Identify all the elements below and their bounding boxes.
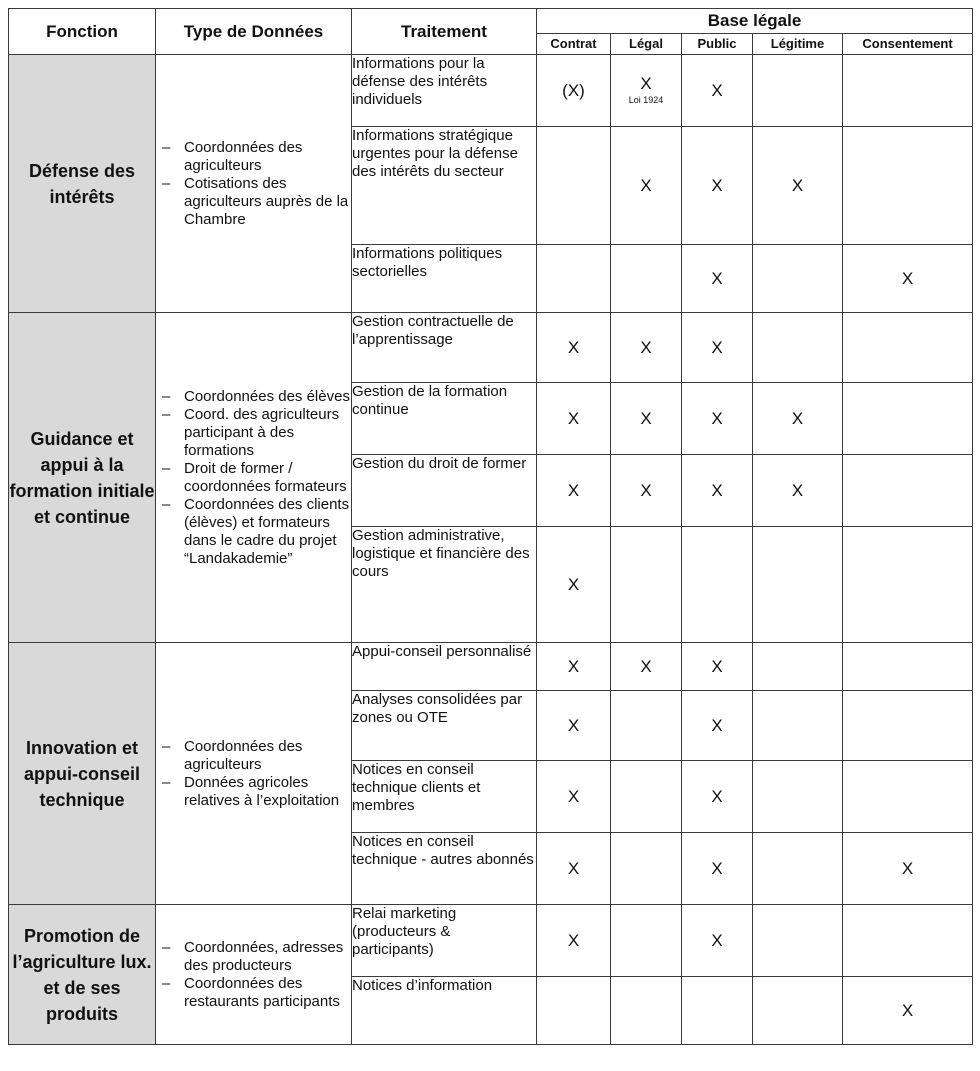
legal-cell <box>611 383 682 455</box>
legitime-cell <box>753 313 843 383</box>
header-fonction: Fonction <box>9 9 156 55</box>
legal-cell <box>611 245 682 313</box>
treatment-cell: Notices en conseil technique - autres abonnés <box>352 833 537 905</box>
consentement-cell <box>843 313 973 383</box>
function-cell: Innovation et appui-conseil technique <box>9 643 156 905</box>
contrat-cell <box>537 691 611 761</box>
header-traitement: Traitement <box>352 9 537 55</box>
legal-cell <box>611 527 682 643</box>
legitime-cell <box>753 127 843 245</box>
treatment-cell: Relai marketing (producteurs & participants) <box>352 905 537 977</box>
consentement-cell <box>843 643 973 691</box>
contrat-cell <box>537 127 611 245</box>
consentement-mark: X <box>901 1000 914 1020</box>
data-type-item: – Coordonnées des élèves <box>156 388 351 406</box>
contrat-mark: X <box>567 574 580 594</box>
consentement-cell <box>843 905 973 977</box>
legitime-cell <box>753 527 843 643</box>
legitime-cell <box>753 245 843 313</box>
table-row <box>9 905 973 977</box>
data-type-item: – Données agricoles relatives à l’exploitation <box>156 774 351 810</box>
consentement-cell <box>843 833 973 905</box>
data-type-item: – Coordonnées des agriculteurs <box>156 139 351 175</box>
legal-cell <box>611 691 682 761</box>
contrat-cell <box>537 527 611 643</box>
table-row <box>9 643 973 691</box>
treatment-cell: Informations stratégique urgentes pour la défense des intérêts du secteur <box>352 127 537 245</box>
legitime-mark: X <box>791 480 804 500</box>
legitime-cell <box>753 905 843 977</box>
data-types-cell <box>156 55 352 313</box>
public-mark: X <box>711 268 723 288</box>
legal-mark: X <box>640 408 652 428</box>
treatment-cell: Gestion contractuelle de l’apprentissage <box>352 313 537 383</box>
contrat-mark: X <box>567 786 580 806</box>
contrat-cell <box>537 905 611 977</box>
legal-cell <box>611 127 682 245</box>
public-cell <box>682 455 753 527</box>
contrat-cell <box>537 245 611 313</box>
public-cell <box>682 383 753 455</box>
treatment-cell: Gestion administrative, logistique et financière des cours <box>352 527 537 643</box>
public-cell <box>682 55 753 127</box>
consentement-cell <box>843 383 973 455</box>
contrat-mark: X <box>567 715 580 735</box>
legal-basis-table <box>8 8 973 1045</box>
public-cell <box>682 313 753 383</box>
legal-cell <box>611 905 682 977</box>
data-type-item: – Coordonnées des restaurants participants <box>156 975 351 1011</box>
consentement-mark: X <box>901 268 914 288</box>
public-cell <box>682 127 753 245</box>
treatment-cell: Notices d’information <box>352 977 537 1045</box>
treatment-cell: Notices en conseil technique clients et membres <box>352 761 537 833</box>
treatment-cell: Appui-conseil personnalisé <box>352 643 537 691</box>
contrat-cell <box>537 977 611 1045</box>
contrat-cell <box>537 761 611 833</box>
table-row <box>9 313 973 383</box>
contrat-cell <box>537 383 611 455</box>
data-type-item: – Coordonnées des clients (élèves) et formateurs dans le cadre du projet “Landakademie” <box>156 496 351 568</box>
public-mark: X <box>711 480 723 500</box>
consentement-cell <box>843 55 973 127</box>
contrat-mark: X <box>567 858 580 878</box>
legitime-mark: X <box>791 175 804 195</box>
contrat-cell <box>537 55 611 127</box>
legal-mark: X <box>640 74 652 93</box>
table-body <box>9 55 973 1045</box>
contrat-mark: (X) <box>562 80 585 100</box>
legal-mark: X <box>640 480 652 500</box>
public-mark: X <box>711 656 723 676</box>
consentement-cell <box>843 977 973 1045</box>
treatment-cell: Informations politiques sectorielles <box>352 245 537 313</box>
legitime-cell <box>753 55 843 127</box>
contrat-mark: X <box>567 408 580 428</box>
contrat-mark: X <box>567 656 580 676</box>
legal-mark: X <box>640 656 652 676</box>
contrat-cell <box>537 455 611 527</box>
legal-cell <box>611 833 682 905</box>
treatment-cell: Gestion du droit de former <box>352 455 537 527</box>
data-type-item: – Coordonnées des agriculteurs <box>156 738 351 774</box>
consentement-mark: X <box>901 858 914 878</box>
header-base-legale: Base légale <box>537 9 973 34</box>
legal-mark: X <box>640 337 652 357</box>
legitime-cell <box>753 761 843 833</box>
contrat-mark: X <box>567 930 580 950</box>
public-mark: X <box>711 80 723 100</box>
contrat-mark: X <box>567 480 580 500</box>
data-types-cell <box>156 313 352 643</box>
consentement-cell <box>843 761 973 833</box>
header-legal: Légal <box>611 34 682 55</box>
public-mark: X <box>711 715 723 735</box>
consentement-cell <box>843 245 973 313</box>
public-mark: X <box>711 408 723 428</box>
table-row <box>9 55 973 127</box>
data-types-cell <box>156 905 352 1045</box>
data-types-list <box>156 139 351 229</box>
function-cell: Défense des intérêts <box>9 55 156 313</box>
treatment-cell: Informations pour la défense des intérêts individuels <box>352 55 537 127</box>
contrat-mark: X <box>567 337 580 357</box>
public-mark: X <box>711 175 723 195</box>
public-mark: X <box>711 786 723 806</box>
public-cell <box>682 905 753 977</box>
data-types-list <box>156 939 351 1011</box>
legitime-cell <box>753 455 843 527</box>
function-cell: Promotion de l’agriculture lux. et de ses produits <box>9 905 156 1045</box>
legitime-cell <box>753 691 843 761</box>
public-mark: X <box>711 337 723 357</box>
public-cell <box>682 527 753 643</box>
contrat-cell <box>537 643 611 691</box>
legitime-mark: X <box>791 408 804 428</box>
legal-cell <box>611 313 682 383</box>
header-legitime: Légitime <box>753 34 843 55</box>
legal-note: Loi 1924 <box>628 95 664 105</box>
contrat-cell <box>537 313 611 383</box>
data-types-list <box>156 388 351 568</box>
header-public: Public <box>682 34 753 55</box>
data-type-item: – Coord. des agriculteurs participant à des formations <box>156 406 351 460</box>
legitime-cell <box>753 643 843 691</box>
treatment-cell: Gestion de la formation continue <box>352 383 537 455</box>
consentement-cell <box>843 127 973 245</box>
data-types-cell <box>156 643 352 905</box>
public-cell <box>682 761 753 833</box>
public-cell <box>682 245 753 313</box>
legal-mark: X <box>640 175 652 195</box>
public-mark: X <box>711 930 723 950</box>
data-type-item: – Coordonnées, adresses des producteurs <box>156 939 351 975</box>
function-cell: Guidance et appui à la formation initiale et continue <box>9 313 156 643</box>
public-cell <box>682 691 753 761</box>
contrat-cell <box>537 833 611 905</box>
legitime-cell <box>753 977 843 1045</box>
legal-cell <box>611 977 682 1045</box>
public-mark: X <box>711 858 723 878</box>
data-type-item: – Droit de former / coordonnées formateurs <box>156 460 351 496</box>
legal-cell <box>611 761 682 833</box>
public-cell <box>682 643 753 691</box>
legal-cell <box>611 55 682 127</box>
header-type-donnees: Type de Données <box>156 9 352 55</box>
public-cell <box>682 977 753 1045</box>
public-cell <box>682 833 753 905</box>
data-types-list <box>156 738 351 810</box>
treatment-cell: Analyses consolidées par zones ou OTE <box>352 691 537 761</box>
header-consentement: Consentement <box>843 34 973 55</box>
consentement-cell <box>843 527 973 643</box>
legitime-cell <box>753 833 843 905</box>
data-type-item: – Cotisations des agriculteurs auprès de la Chambre <box>156 175 351 229</box>
legal-cell <box>611 455 682 527</box>
header-contrat: Contrat <box>537 34 611 55</box>
legitime-cell <box>753 383 843 455</box>
legal-cell <box>611 643 682 691</box>
consentement-cell <box>843 691 973 761</box>
consentement-cell <box>843 455 973 527</box>
